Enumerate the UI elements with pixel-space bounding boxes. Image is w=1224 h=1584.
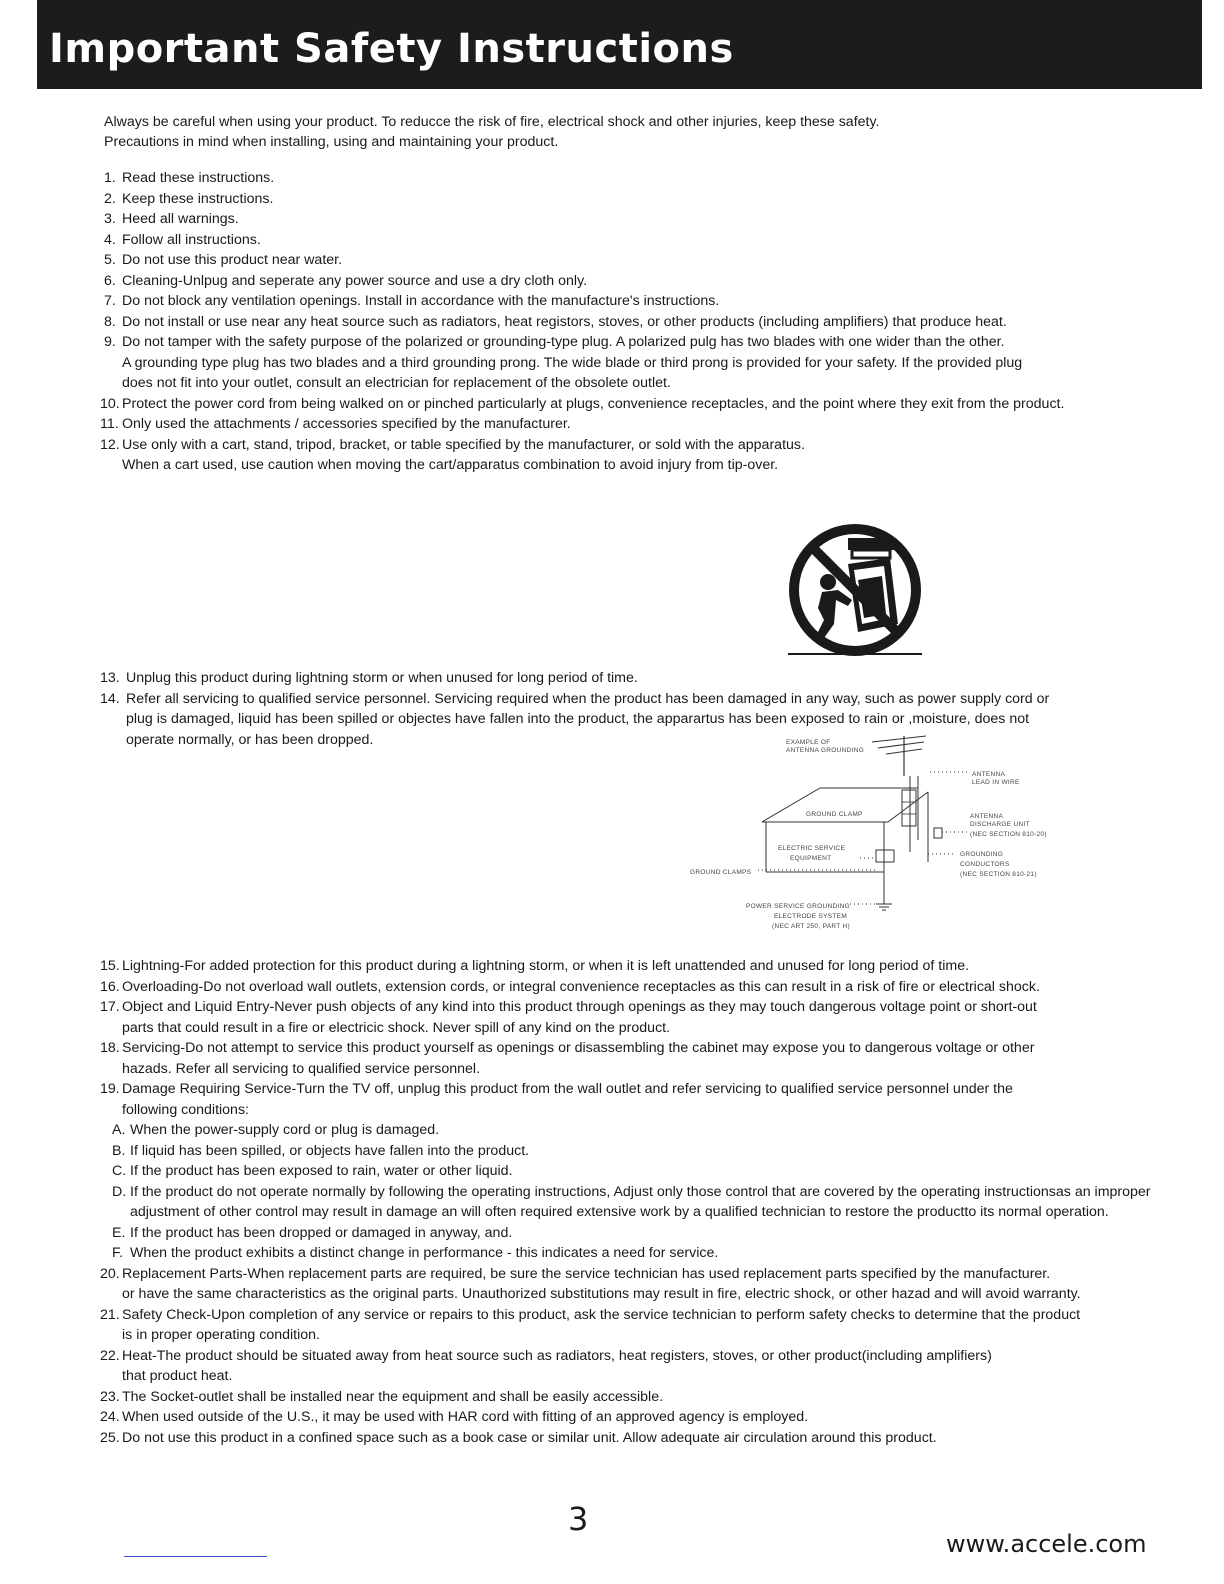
label-discharge-2: DISCHARGE UNIT [970, 821, 1030, 828]
item-text-line: If the product has been exposed to rain, water or other liquid. [130, 1163, 513, 1179]
item-number: 5. [104, 252, 116, 268]
instruction-item [104, 230, 1149, 251]
item-text-line: When a cart used, use caution when moving the cart/apparatus combination to avoid injury from tip-over. [122, 457, 779, 473]
instruction-item [104, 209, 1149, 230]
instruction-item [100, 1264, 1154, 1305]
instruction-item [104, 189, 1149, 210]
condition-item [110, 1243, 1160, 1264]
item-number: 3. [104, 211, 116, 227]
item-text-line: Lightning-For added protection for this product during a lightning storm, or when it is left unattended and unused for long period of time. [122, 958, 970, 974]
item-number: 19. [100, 1081, 120, 1097]
item-text-line: Do not tamper with the safety purpose of the polarized or grounding-type plug. A polarized pulg has two blades with one wider than the other. [122, 334, 1005, 350]
instruction-item [100, 1038, 1154, 1079]
instruction-item [100, 435, 1149, 476]
item-number: F. [112, 1245, 124, 1261]
instruction-list-15-25 [100, 956, 1154, 1448]
item-text-line: is in proper operating condition. [122, 1327, 320, 1343]
item-number: B. [112, 1142, 126, 1159]
item-number: 16. [100, 978, 120, 995]
item-text-line: Read these instructions. [122, 170, 275, 186]
item-number: D. [112, 1183, 127, 1200]
item-number: 11. [100, 416, 119, 432]
instruction-item [100, 997, 1154, 1038]
item-number: 7. [104, 293, 116, 309]
instruction-item [100, 414, 1149, 435]
label-power-1: POWER SERVICE GROUNDING [746, 903, 850, 910]
label-service-1: ELECTRIC SERVICE [778, 845, 846, 852]
instruction-item [100, 977, 1154, 998]
item-text-line: operate normally, or has been dropped. [126, 731, 374, 748]
condition-item [110, 1223, 1160, 1244]
item-number: 15. [100, 958, 120, 974]
item-number: 25. [100, 1429, 120, 1446]
item-text-line: Follow all instructions. [122, 231, 261, 248]
item-number: 21. [100, 1306, 120, 1323]
item-text-line: Servicing-Do not attempt to service this product yourself as openings or disassembling the cabinet may expose you to dangerous voltage or other [122, 1040, 1035, 1056]
item-text-line: Keep these instructions. [122, 190, 274, 207]
instruction-item [104, 312, 1149, 333]
item-text-line: Heat-The product should be situated away from heat source such as radiators, heat registers, stoves, or other product(including amplifiers) [122, 1347, 992, 1364]
instruction-item [100, 1305, 1154, 1346]
item-text-line: When used outside of the U.S., it may be used with HAR cord with fitting of an approved agency is employed. [122, 1409, 809, 1425]
item-text-line: If the product do not operate normally by following the operating instructions, Adjust only those control that are covered by the operating instructions [130, 1183, 1056, 1200]
antenna-grounding-diagram [690, 732, 1050, 938]
label-conductors-1: GROUNDING [960, 851, 1004, 858]
label-lead-in-1: ANTENNA [972, 771, 1006, 778]
instruction-item [104, 168, 1149, 189]
item-text-line: hazads. Refer all servicing to qualified service personnel. [122, 1060, 481, 1077]
condition-item [110, 1161, 1160, 1182]
item-text-line: When the power-supply cord or plug is damaged. [130, 1122, 440, 1138]
intro-line: Always be careful when using your product. To reducce the risk of fire, electrical shock and other injuries, keep these safety. [104, 114, 880, 130]
item-text-line: Refer all servicing to qualified service personnel. Servicing required when the product has been damaged in any way, such as power supply cord or [126, 690, 1050, 707]
item-number: 12. [100, 436, 120, 453]
condition-item [110, 1120, 1160, 1141]
instruction-list-1-12 [100, 168, 1149, 476]
title-banner [37, 0, 1202, 89]
item-text-line: as an improper adjustment of other control may result in damage an will often required extensive work by a qualified technician to restore the product [130, 1183, 1151, 1220]
item-number: 6. [104, 272, 116, 289]
item-text-line: or have the same characteristics as the original parts. Unauthorized substitutions may result in fire, electric shock, or other hazad and will avoid warranty. [122, 1286, 1081, 1302]
instruction-item [100, 1079, 1154, 1120]
item-text-line: A grounding type plug has two blades and a third grounding prong. The wide blade or third prong is provided for your safety. If the provided plug [122, 354, 1023, 371]
condition-item [110, 1182, 1160, 1223]
item-text-line: Cleaning-Unlpug and seperate any power source and use a dry cloth only. [122, 272, 588, 289]
label-discharge-3: (NEC SECTION 810-20) [970, 831, 1047, 838]
item-text-line: Damage Requiring Service-Turn the TV off, unplug this product from the wall outlet and refer servicing to qualified service personnel under the [122, 1081, 1013, 1097]
website-link[interactable]: www.accele.com [946, 1530, 1147, 1558]
instruction-item [104, 332, 1149, 394]
item-text-line: following conditions: [122, 1101, 249, 1118]
diagram-title-line1: EXAMPLE OF [786, 739, 831, 746]
label-power-3: (NEC ART 250, PART H) [772, 923, 850, 930]
item-number: 8. [104, 313, 116, 330]
instruction-item [100, 668, 1114, 689]
instruction-item [100, 1346, 1154, 1387]
item-text-line: When the product exhibits a distinct change in performance - this indicates a need for service. [130, 1245, 719, 1261]
item-number: 23. [100, 1388, 120, 1405]
item-number: A. [112, 1122, 126, 1138]
item-text-line: parts that could result in a fire or electricic shock. Never spill of any kind on the product. [122, 1019, 671, 1036]
item-text-line: If the product has been dropped or damaged in anyway, and. [130, 1224, 513, 1241]
item-text-line: Only used the attachments / accessories specified by the manufacturer. [122, 416, 571, 432]
item-text-line: Do not use this product in a confined space such as a book case or similar unit. Allow adequate air circulation around this product. [122, 1429, 937, 1446]
item-number: 24. [100, 1409, 120, 1425]
intro-line: Precautions in mind when installing, using and maintaining your product. [104, 134, 559, 150]
instruction-item [100, 1407, 1154, 1428]
label-conductors-2: CONDUCTORS [960, 861, 1010, 868]
condition-item [110, 1141, 1160, 1162]
instruction-item [104, 250, 1149, 271]
item-text-line: Unplug this product during lightning storm or when unused for long period of time. [126, 670, 638, 686]
intro-paragraph [104, 112, 1154, 152]
item-number: C. [112, 1163, 127, 1179]
cart-tipover-warning-icon [778, 520, 932, 660]
item-text-line: Do not block any ventilation openings. Install in accordance with the manufacture's instructions. [122, 293, 720, 309]
label-conductors-3: (NEC SECTION 810-21) [960, 871, 1037, 878]
item-text-line: to its normal operation. [964, 1204, 1109, 1220]
item-text-line: Use only with a cart, stand, tripod, bracket, or table specified by the manufacturer, or sold with the apparatus. [122, 436, 805, 453]
instruction-item [104, 291, 1149, 312]
item-number: 9. [104, 334, 116, 350]
item-text-line: Heed all warnings. [122, 211, 239, 227]
item-text-line: Replacement Parts-When replacement parts are required, be sure the service technician has used replacement parts specified by the manufacturer. [122, 1265, 1051, 1282]
instruction-item [100, 394, 1149, 415]
instruction-item [100, 956, 1154, 977]
item-number: 17. [100, 999, 120, 1015]
item-text-line: that product heat. [122, 1368, 233, 1384]
item-text-line: Protect the power cord from being walked on or pinched particularly at plugs, convenience receptacles, and the point where they exit from the product. [122, 395, 1065, 412]
label-ground-clamp: GROUND CLAMP [806, 811, 863, 818]
item-text-line: Overloading-Do not overload wall outlets, extension cords, or integral convenience receptacles as this can result in a risk of fire or electrical shock. [122, 978, 1040, 995]
footer-rule [124, 1556, 267, 1557]
item-text-line: plug is damaged, liquid has been spilled or objectes have fallen into the product, the apparartus has been exposed to rain or ,moisture, does not [126, 711, 1030, 727]
instruction-item [100, 1387, 1154, 1408]
label-lead-in-2: LEAD IN WIRE [972, 779, 1020, 786]
label-discharge-1: ANTENNA [970, 813, 1004, 820]
item-text-line: Do not use this product near water. [122, 252, 343, 268]
page-title: Important Safety Instructions [49, 26, 734, 72]
label-power-2: ELECTRODE SYSTEM [774, 913, 848, 920]
item-number: E. [112, 1224, 126, 1241]
page-number: 3 [568, 1500, 589, 1538]
item-text-line: Object and Liquid Entry-Never push objects of any kind into this product through openings as they may touch dangerous voltage point or short-out [122, 999, 1037, 1015]
item-number: 13. [100, 670, 120, 686]
item-number: 20. [100, 1265, 120, 1282]
instruction-item [104, 271, 1149, 292]
item-text-line: The Socket-outlet shall be installed near the equipment and shall be easily accessible. [122, 1388, 664, 1405]
item-number: 4. [104, 231, 116, 248]
item-text-line: Do not install or use near any heat source such as radiators, heat registors, stoves, or other products (including amplifiers) that produce heat. [122, 313, 1007, 330]
label-ground-clamps: GROUND CLAMPS [690, 869, 752, 876]
label-service-2: EQUIPMENT [790, 855, 832, 862]
item-text-line: Safety Check-Upon completion of any service or repairs to this product, ask the service technician to perform safety checks to determine that the product [122, 1306, 1081, 1323]
item-number: 10. [100, 395, 120, 412]
item-text-line: does not fit into your outlet, consult an electrician for replacement of the obsolete outlet. [122, 375, 671, 391]
item-number: 22. [100, 1347, 120, 1364]
instruction-item [100, 1428, 1154, 1449]
diagram-title-line2: ANTENNA GROUNDING [786, 747, 865, 754]
item-number: 18. [100, 1040, 120, 1056]
item-number: 1. [104, 170, 116, 186]
item-text-line: If liquid has been spilled, or objects have fallen into the product. [130, 1142, 530, 1159]
item-number: 2. [104, 190, 116, 207]
item-number: 14. [100, 690, 120, 707]
